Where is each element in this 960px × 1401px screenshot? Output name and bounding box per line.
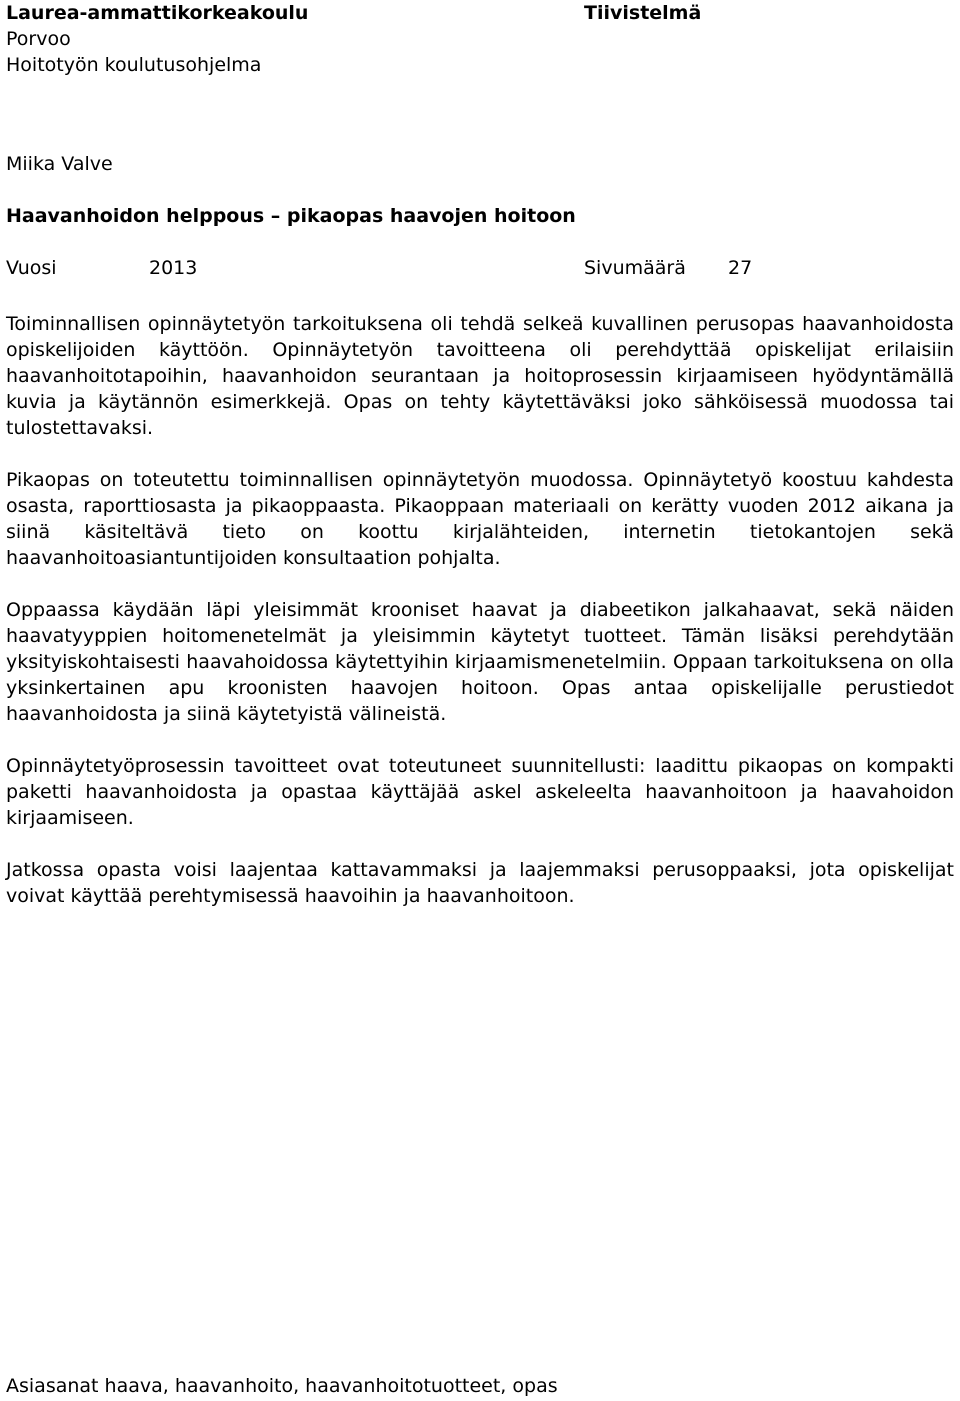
author-name: Miika Valve <box>6 153 113 175</box>
abstract-paragraph: Oppaassa käydään läpi yleisimmät krooniset haavat ja diabeetikon jalkahaavat, sekä näiden haavatyyppien hoitomenetelmät ja yleisimmin käytetyt tuotteet. Tämän lisäksi perehdytään yksityiskohtaisesti haavahoidossa käytettyihin kirjaamismenetelmiin. Oppaan tarkoituksena on olla yksinkertainen apu kroonisten haavojen hoitoon. Opas antaa opiskelijalle perustiedot haavanhoidosta ja siinä käytetyistä välineistä. <box>6 599 954 725</box>
document-page <box>6 0 954 1397</box>
pages-label: Sivumäärä <box>584 257 686 279</box>
programme-name: Hoitotyön koulutusohjelma <box>6 54 262 76</box>
abstract-paragraph: Opinnäytetyöprosessin tavoitteet ovat toteutuneet suunnitellusti: laadittu pikaopas on kompakti paketti haavanhoidosta ja opastaa käyttäjää askel askeleelta haavanhoitoon ja haavahoidon kirjaamiseen. <box>6 755 954 829</box>
header-left-block <box>6 0 308 78</box>
document-header <box>6 0 954 80</box>
year-label: Vuosi <box>6 257 57 279</box>
abstract-paragraph: Pikaopas on toteutettu toiminnallisen opinnäytetyön muodossa. Opinnäytetyö koostuu kahdesta osasta, raporttiosasta ja pikaoppaasta. Pikaoppaan materiaali on kerätty vuoden 2012 aikana ja siinä käsiteltävä tieto on koottu kirjalähteiden, internetin tietokantojen sekä haavanhoitoasiantuntijoiden konsultaation pohjalta. <box>6 469 954 569</box>
pages-value: 27 <box>728 257 753 279</box>
abstract-body <box>6 311 954 935</box>
institution-name: Laurea-ammattikorkeakoulu <box>6 2 309 24</box>
thesis-title: Haavanhoidon helppous – pikaopas haavojen hoitoon <box>6 205 576 227</box>
document-type: Tiivistelmä <box>584 2 702 24</box>
year-value: 2013 <box>149 257 198 279</box>
campus-name: Porvoo <box>6 28 71 50</box>
meta-row <box>6 255 954 281</box>
abstract-paragraph: Toiminnallisen opinnäytetyön tarkoituksena oli tehdä selkeä kuvallinen perusopas haavanhoidosta opiskelijoiden käyttöön. Opinnäytetyön tavoitteena oli perehdyttää opiskelijat erilaisiin haavanhoitotapoihin, haavanhoidon seurantaan ja hoitoprosessin kirjaamiseen hyödyntämällä kuvia ja käytännön esimerkkejä. Opas on tehty käytettäväksi joko sähköisessä muodossa tai tulostettavaksi. <box>6 313 954 439</box>
keywords-line: Asiasanat haava, haavanhoito, haavanhoitotuotteet, opas <box>6 1375 558 1397</box>
abstract-paragraph: Jatkossa opasta voisi laajentaa kattavammaksi ja laajemmaksi perusoppaaksi, jota opiskelijat voivat käyttää perehtymisessä haavoihin ja haavanhoitoon. <box>6 859 954 907</box>
